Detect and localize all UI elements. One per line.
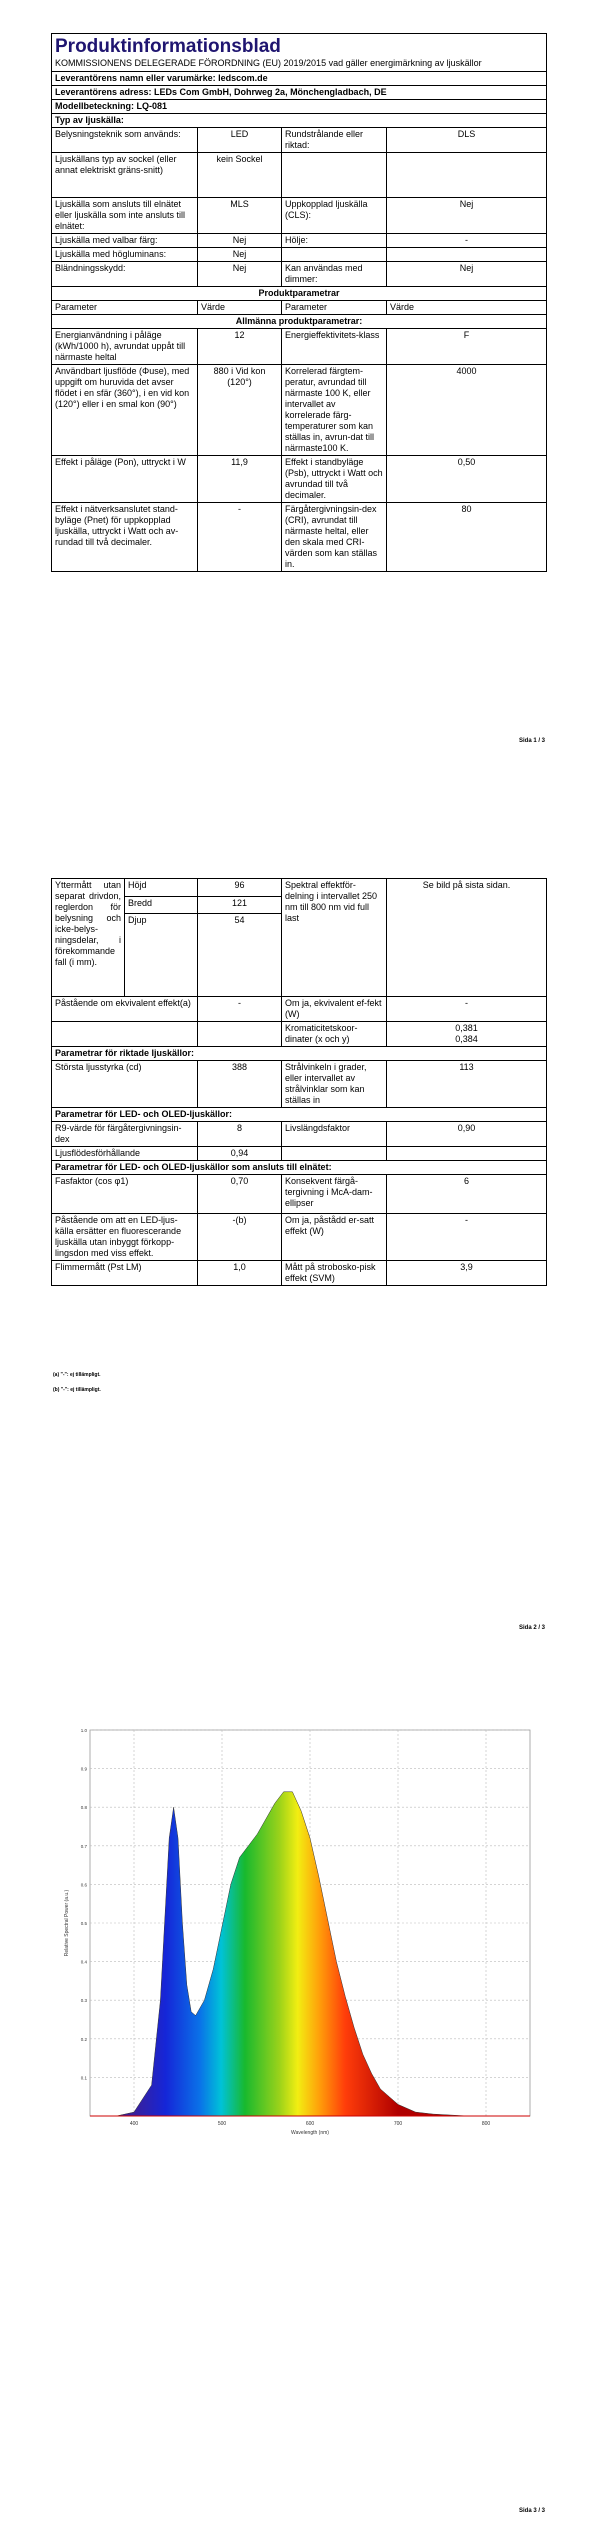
value-energy-class: F	[387, 329, 547, 365]
label-equivalent-claim: Påstående om ekvivalent effekt(a)	[52, 997, 198, 1022]
supplier-name: Leverantörens namn eller varumärke: ledscom.de	[52, 72, 547, 86]
label-power-factor: Fasfaktor (cos φ1)	[52, 1175, 198, 1214]
value-depth: 54	[198, 914, 282, 997]
y-tick-label: 0.9	[80, 1766, 87, 1772]
label-cls: Uppkopplad ljuskälla (CLS):	[282, 198, 387, 234]
label-energy: Energianvändning i påläge (kWh/1000 h), avrundat uppåt till närmaste heltal	[52, 329, 198, 365]
label-peak-intensity: Största ljusstyrka (cd)	[52, 1061, 198, 1108]
page-number: Sida 3 / 3	[518, 2508, 545, 2514]
label-outer-dimensions: Yttermått utan separat drivdon, reglerdon för belysning och icke-belys-ningsdelar, i förekommande fall (i mm).	[52, 879, 125, 997]
led-heading: Parametrar för LED- och OLED-ljuskällor:	[52, 1108, 547, 1122]
value-colour-consistency: 6	[387, 1175, 547, 1214]
type-heading: Typ av ljuskälla:	[52, 114, 547, 128]
value-on-mode-power: 11,9	[198, 456, 282, 503]
y-tick-label: 0.2	[80, 2036, 87, 2042]
label-replaced-power: Om ja, påstådd er-satt effekt (W)	[282, 1214, 387, 1261]
value-dimmable: Nej	[387, 262, 547, 287]
value-equivalent-claim: -	[198, 997, 282, 1022]
spectrum-chart	[58, 1722, 538, 2147]
regulation-text: KOMMISSIONENS DELEGERADE FÖRORDNING (EU) 2019/2015 vad gäller energimärkning av ljuskällor	[55, 58, 482, 68]
mains-heading: Parametrar för LED- och OLED-ljuskällor som ansluts till elnätet:	[52, 1161, 547, 1175]
y-tick-label: 0.6	[80, 1882, 87, 1888]
label-colour-consistency: Konsekvent färgå-tergivning i McA-dam-ellipser	[282, 1175, 387, 1214]
y-axis-label: Relative Spectral Power (a.u.)	[64, 1889, 70, 1957]
value-stroboscopic: 3,9	[387, 1261, 547, 1286]
label-glare-shield: Bländningsskydd:	[52, 262, 198, 287]
value-standby-power: 0,50	[387, 456, 547, 503]
page-number: Sida 2 / 3	[518, 1625, 545, 1631]
value-cct: 4000	[387, 365, 547, 456]
x-tick-label: 600	[305, 2121, 315, 2127]
footnote-b: (b) "-": ej tillämpligt.	[53, 1387, 101, 1393]
label-depth: Djup	[125, 914, 198, 997]
label-dimmable: Kan användas med dimmer:	[282, 262, 387, 287]
value-mains: MLS	[198, 198, 282, 234]
value-chromaticity-y: 0,384	[455, 1034, 478, 1044]
label-spd: Spektral effektför-delning i intervallet 250 nm till 800 nm vid full last	[282, 879, 387, 997]
supplier-address: Leverantörens adress: LEDs Com GmbH, Dohrweg 2a, Mönchengladbach, DE	[52, 86, 547, 100]
y-tick-label: 0.5	[80, 1921, 87, 1926]
value-width: 121	[198, 896, 282, 914]
label-directional: Rundstrålande eller riktad:	[282, 128, 387, 153]
value-lumen-maintenance: 0,94	[198, 1147, 282, 1161]
label-colour-tuneable: Ljuskälla med valbar färg:	[52, 234, 198, 248]
value-survival-factor: 0,90	[387, 1122, 547, 1147]
label-mains: Ljuskälla som ansluts till elnätet eller ljuskälla som inte ansluts till elnätet:	[52, 198, 198, 234]
label-energy-class: Energieffektivitets-klass	[282, 329, 387, 365]
label-network-standby: Effekt i nätverksanslutet stand-byläge (Pnet) för uppkopplad ljuskälla, uttryckt i Watt och av-rundad till två decimaler.	[52, 503, 198, 572]
value-equivalent-power: -	[387, 997, 547, 1022]
label-technology: Belysningsteknik som används:	[52, 128, 198, 153]
col-param-2: Parameter	[282, 301, 387, 315]
label-fluorescent-claim: Påstående om att en LED-ljus-källa ersätter en fluorescerande ljuskälla utan inbyggt förkopp-lingsdon med viss effekt.	[52, 1214, 198, 1261]
label-r9: R9-värde för färgåtergivningsin-dex	[52, 1122, 198, 1147]
label-flux: Användbart ljusflöde (Φuse), med uppgift om huruvida det avser flödet i en sfär (360°), i en vid kon (120°) eller i en smal kon (90°)	[52, 365, 198, 456]
value-glare-shield: Nej	[198, 262, 282, 287]
label-chromaticity: Kromaticitetskoor-dinater (x och y)	[282, 1022, 387, 1047]
label-cap-type: Ljuskällans typ av sockel (eller annat elektriskt gräns-snitt)	[52, 153, 198, 198]
value-directional: DLS	[387, 128, 547, 153]
value-flicker: 1,0	[198, 1261, 282, 1286]
label-height: Höjd	[125, 879, 198, 897]
value-spd: Se bild på sista sidan.	[387, 879, 547, 997]
value-colour-tuneable: Nej	[198, 234, 282, 248]
col-value-2: Värde	[387, 301, 547, 315]
label-standby-power: Effekt i standbyläge (Psb), uttryckt i Watt och avrundad till två decimaler.	[282, 456, 387, 503]
value-fluorescent-claim: -(b)	[198, 1214, 282, 1261]
label-cct: Korrelerad färgtem-peratur, avrundad till närmaste 100 K, eller intervallet av korrelerade färg-temperaturer som kan ställas in, avrun-dat till närmaste100 K.	[282, 365, 387, 456]
value-beam-angle: 113	[387, 1061, 547, 1108]
y-tick-label: 0.3	[80, 1998, 87, 2004]
label-lumen-maintenance: Ljusflödesförhållande	[52, 1147, 198, 1161]
label-equivalent-power: Om ja, ekvivalent ef-fekt (W)	[282, 997, 387, 1022]
x-tick-label: 800	[481, 2121, 491, 2127]
col-value-1: Värde	[198, 301, 282, 315]
label-stroboscopic: Mått på strobosko-pisk effekt (SVM)	[282, 1261, 387, 1286]
general-heading: Allmänna produktparametrar:	[52, 315, 547, 329]
value-chromaticity-x: 0,381	[455, 1023, 478, 1033]
value-energy: 12	[198, 329, 282, 365]
x-tick-label: 400	[129, 2121, 139, 2127]
label-flicker: Flimmermått (Pst LM)	[52, 1261, 198, 1286]
value-power-factor: 0,70	[198, 1175, 282, 1214]
label-cri: Färgåtergivningsin-dex (CRI), avrundat till närmaste heltal, eller den skala med CRI-värden som kan ställas in.	[282, 503, 387, 572]
value-height: 96	[198, 879, 282, 897]
col-param-1: Parameter	[52, 301, 198, 315]
label-width: Bredd	[125, 896, 198, 914]
value-network-standby: -	[198, 503, 282, 572]
page-number: Sida 1 / 3	[518, 738, 545, 744]
y-tick-label: 0.4	[80, 1959, 87, 1965]
info-table-1	[51, 33, 547, 572]
value-peak-intensity: 388	[198, 1061, 282, 1108]
label-high-luminance: Ljuskälla med högluminans:	[52, 248, 198, 262]
value-replaced-power: -	[387, 1214, 547, 1261]
value-cls: Nej	[387, 198, 547, 234]
footnote-a: (a) "-": ej tillämpligt.	[53, 1372, 101, 1378]
value-r9: 8	[198, 1122, 282, 1147]
value-flux: 880 i Vid kon (120°)	[198, 365, 282, 456]
x-tick-label: 700	[393, 2121, 403, 2127]
page-1	[0, 0, 595, 760]
spectrum-svg	[58, 1722, 538, 2142]
y-tick-label: 0.8	[80, 1805, 87, 1811]
label-beam-angle: Strålvinkeln i grader, eller intervallet av strålvinklar som kan ställas in	[282, 1061, 387, 1108]
model-identifier: Modellbeteckning: LQ-081	[52, 100, 547, 114]
params-heading: Produktparametrar	[52, 287, 547, 301]
value-technology: LED	[198, 128, 282, 153]
value-envelope: -	[387, 234, 547, 248]
directional-heading: Parametrar för riktade ljuskällor:	[52, 1047, 547, 1061]
label-envelope: Hölje:	[282, 234, 387, 248]
value-cri: 80	[387, 503, 547, 572]
document-title: Produktinformationsblad	[55, 36, 281, 57]
y-tick-label: 1.0	[80, 1728, 87, 1733]
value-high-luminance: Nej	[198, 248, 282, 262]
x-axis-label: Wavelength (nm)	[291, 2130, 329, 2136]
label-on-mode-power: Effekt i påläge (Pon), uttryckt i W	[52, 456, 198, 503]
value-cap-type: kein Sockel	[198, 153, 282, 198]
y-tick-label: 0.1	[80, 2075, 87, 2081]
label-survival-factor: Livslängdsfaktor	[282, 1122, 387, 1147]
y-tick-label: 0.7	[80, 1843, 87, 1849]
x-tick-label: 500	[217, 2121, 227, 2127]
info-table-2	[51, 878, 547, 1286]
